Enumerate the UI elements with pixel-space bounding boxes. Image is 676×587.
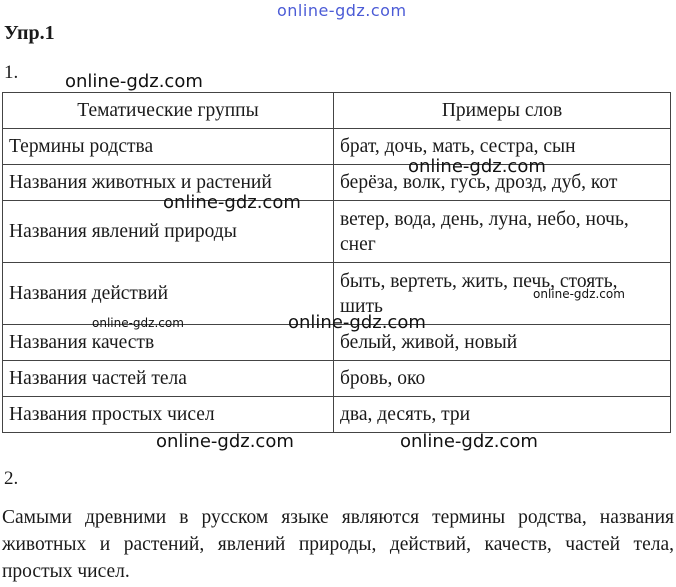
section-1-number: 1.: [4, 62, 19, 83]
watermark: online-gdz.com: [65, 71, 203, 92]
group-cell: Названия качеств: [3, 325, 334, 361]
watermark: online-gdz.com: [408, 156, 546, 177]
answer-paragraph: Самыми древними в русском языке являются термины родства, названия животных и растений, явлений природы, действий, качеств, частей тела, простых чисел.: [2, 507, 674, 582]
exercise-title: Упр.1: [4, 22, 55, 44]
examples-cell: ветер, вода, день, луна, небо, ночь, снег: [334, 201, 671, 263]
group-cell: Названия явлений природы: [3, 201, 334, 263]
section-2-number: 2.: [4, 468, 19, 489]
watermark: online-gdz.com: [163, 192, 301, 213]
group-cell: Названия частей тела: [3, 361, 334, 397]
examples-cell: берёза, волк, гусь, дрозд, дуб, кот: [334, 165, 671, 201]
examples-cell: брат, дочь, мать, сестра, сын: [334, 129, 671, 165]
examples-cell: два, десять, три: [334, 397, 671, 433]
table-row: [3, 201, 671, 263]
examples-cell: белый, живой, новый: [334, 325, 671, 361]
watermark: online-gdz.com: [533, 287, 625, 301]
table-row: [3, 397, 671, 433]
watermark: online-gdz.com: [92, 316, 184, 330]
header-examples: Примеры слов: [334, 93, 671, 129]
watermark: online-gdz.com: [288, 312, 426, 333]
table-row: [3, 165, 671, 201]
header-groups: Тематические группы: [3, 93, 334, 129]
watermark-top: online-gdz.com: [277, 1, 407, 20]
table-header-row: [3, 93, 671, 129]
table-row: [3, 129, 671, 165]
word-groups-table: [2, 92, 671, 433]
group-cell: Названия животных и растений: [3, 165, 334, 201]
group-cell: Названия простых чисел: [3, 397, 334, 433]
group-cell: Названия действий: [3, 263, 334, 325]
examples-cell: бровь, око: [334, 361, 671, 397]
watermark: online-gdz.com: [400, 431, 538, 452]
group-cell: Термины родства: [3, 129, 334, 165]
watermark: online-gdz.com: [156, 431, 294, 452]
examples-cell: быть, вертеть, жить, печь, стоять, шить: [334, 263, 671, 325]
table-row: [3, 361, 671, 397]
